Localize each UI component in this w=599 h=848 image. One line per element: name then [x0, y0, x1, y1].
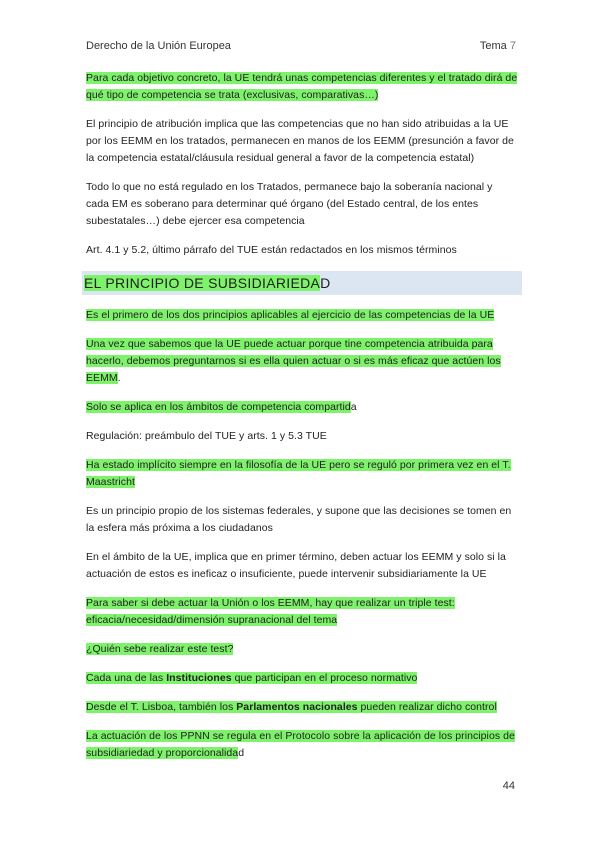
text-tail: . — [117, 372, 121, 384]
paragraph: Art. 4.1 y 5.2, último párrafo del TUE están redactados en los mismos términos — [86, 244, 457, 256]
header-topic — [480, 40, 516, 52]
text-tail: d — [238, 747, 245, 759]
paragraph — [86, 457, 518, 491]
highlighted-text: Para saber si debe actuar la Unión o los EEMM, hay que realizar un triple test: eficacia/necesidad/dimensión supranacional del tema — [86, 597, 455, 626]
section-heading — [82, 271, 522, 295]
highlighted-text: Ha estado implícito siempre en la filosofía de la UE pero se reguló por primera vez en el T. Maastricht — [86, 459, 511, 488]
paragraph — [86, 728, 518, 762]
text-part: que participan en el proceso normativo — [231, 672, 418, 684]
paragraph: Es un principio propio de los sistemas federales, y supone que las decisiones se tomen en la esfera más próxima a los ciudadanos — [86, 505, 512, 534]
highlighted-text: La actuación de los PPNN se regula en el Protocolo sobre la aplicación de los principios de subsidiariedad y proporcionalida — [86, 730, 515, 759]
highlighted-text — [86, 672, 417, 684]
paragraph — [86, 307, 518, 324]
highlighted-text: ¿Quién sebe realizar este test? — [86, 643, 234, 655]
highlighted-text: Para cada objetivo concreto, la UE tendrá unas competencias diferentes y el tratado dirá de qué tipo de competencia se trata (exclusivas, comparativas…) — [86, 72, 518, 101]
paragraph: Regulación: preámbulo del TUE y arts. 1 y 5.3 TUE — [86, 430, 327, 442]
bold-term-instituciones: Instituciones — [166, 672, 232, 684]
paragraph — [86, 595, 518, 629]
highlighted-text: Solo se aplica en los ámbitos de competencia compartid — [86, 401, 351, 413]
text-part: pueden realizar dicho control — [357, 701, 497, 713]
header-topic-label: Tema — [479, 40, 507, 52]
bold-term-parlamentos: Parlamentos nacionales — [236, 701, 358, 713]
highlighted-text: Es el primero de los dos principios aplicables al ejercicio de las competencias de la UE — [86, 309, 495, 321]
text-part: Desde el T. Lisboa, también los — [86, 701, 237, 713]
text-tail: a — [350, 401, 357, 413]
paragraph — [86, 670, 518, 687]
paragraph: El principio de atribución implica que las competencias que no han sido atribuidas a la UE por los EEMM en los tratados, permanecen en manos de los EEMM (presunción a favor de la competencia estatal/cláusula residual general a favor de la competencia estatal) — [86, 118, 514, 164]
paragraph — [86, 641, 518, 658]
paragraph — [86, 336, 518, 387]
paragraph: En el ámbito de la UE, implica que en primer término, deben actuar los EEMM y solo si la actuación de estos es ineficaz o insuficiente, puede intervenir subsidiariamente la UE — [86, 551, 506, 580]
header-topic-number: 7 — [509, 40, 516, 52]
paragraph — [86, 70, 518, 104]
highlighted-text: Una vez que sabemos que la UE puede actuar porque tine competencia atribuida para hacerlo, debemos preguntarnos si es ella quien actuar o si es más eficaz que actúen los EEMM — [86, 338, 501, 384]
paragraph — [86, 399, 518, 416]
page-number: 44 — [502, 780, 515, 792]
section-heading-tail: D — [320, 275, 331, 291]
paragraph — [86, 699, 518, 716]
highlighted-text — [86, 701, 497, 713]
section-heading-highlighted: EL PRINCIPIO DE SUBSIDIARIEDA — [84, 275, 321, 291]
page-content — [86, 70, 518, 774]
text-part: Cada una de las — [86, 672, 167, 684]
header-title: Derecho de la Unión Europea — [86, 40, 231, 52]
paragraph: Todo lo que no está regulado en los Tratados, permanece bajo la soberanía nacional y cada EM es soberano para determinar qué órgano (del Estado central, de los entes subestatales…) debe ejercer esa competencia — [86, 181, 493, 227]
